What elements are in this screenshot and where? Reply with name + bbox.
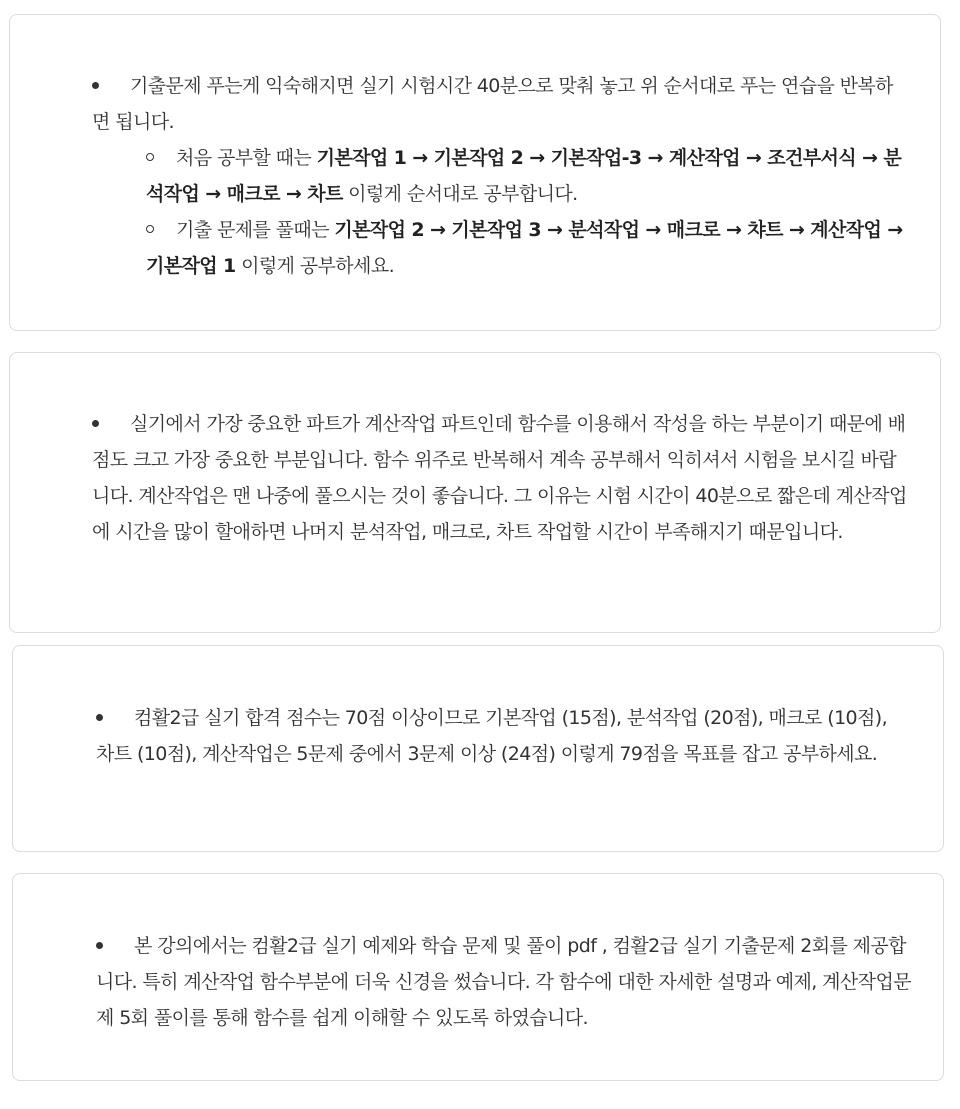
bullet-icon [92, 420, 99, 427]
bullet-text: 본 강의에서는 컴활2급 실기 예제와 학습 문제 및 풀이 pdf , 컴활2급 실기 기출문제 2회를 제공합니다. 특히 계산작업 함수부분에 더욱 신경을 썼습니다. 각 함수에 대한 자세한 설명과 예제, 계산작업문제 5회 풀이를 통해 함수를 쉽게 이해할 수 있도록 하였습니다. [96, 935, 911, 1029]
sub-text-prefix: 처음 공부할 때는 [176, 147, 317, 169]
bullet-item-practice [92, 68, 907, 140]
bullet-text: 기출문제 푸는게 익숙해지면 실기 시험시간 40분으로 맞춰 놓고 위 순서대로 푸는 연습을 반복하면 됩니다. [92, 75, 893, 133]
bullet-item-calculation [92, 406, 907, 550]
sub-text-order: 기본작업 2 → 기본작업 3 → 분석작업 → 매크로 → 챠트 → 계산작업 → 기본작업 1 [146, 219, 903, 277]
circle-bullet-icon [146, 225, 154, 233]
sub-text-suffix: 이렇게 공부하세요. [235, 255, 395, 277]
bullet-item-passing-score [96, 700, 896, 772]
bullet-icon [92, 82, 99, 89]
sub-item-past-exam [146, 212, 911, 284]
bullet-text: 실기에서 가장 중요한 파트가 계산작업 파트인데 함수를 이용해서 작성을 하는 부분이기 때문에 배점도 크고 가장 중요한 부분입니다. 함수 위주로 반복해서 계속 공부해서 익히셔서 시험을 보시길 바랍니다. 계산작업은 맨 나중에 풀으시는 것이 좋습니다. 그 이유는 시험 시간이 40분으로 짧은데 계산작업에 시간을 많이 할애하면 나머지 분석작업, 매크로, 차트 작업할 시간이 부족해지기 때문입니다. [92, 413, 907, 543]
bullet-icon [96, 942, 103, 949]
sub-text-order: 기본작업 1 → 기본작업 2 → 기본작업-3 → 계산작업 → 조건부서식 → 분석작업 → 매크로 → 차트 [146, 147, 902, 205]
sub-item-first-study [146, 140, 911, 212]
circle-bullet-icon [146, 153, 154, 161]
bullet-icon [96, 714, 103, 721]
sub-text-prefix: 기출 문제를 풀때는 [176, 219, 335, 241]
bullet-item-course-contents [96, 928, 911, 1036]
sub-text-suffix: 이렇게 순서대로 공부합니다. [342, 183, 578, 205]
bullet-text: 컴활2급 실기 합격 점수는 70점 이상이므로 기본작업 (15점), 분석작업 (20점), 매크로 (10점), 차트 (10점), 계산작업은 5문제 중에서 3문제 이상 (24점) 이렇게 79점을 목표를 잡고 공부하세요. [96, 707, 888, 765]
